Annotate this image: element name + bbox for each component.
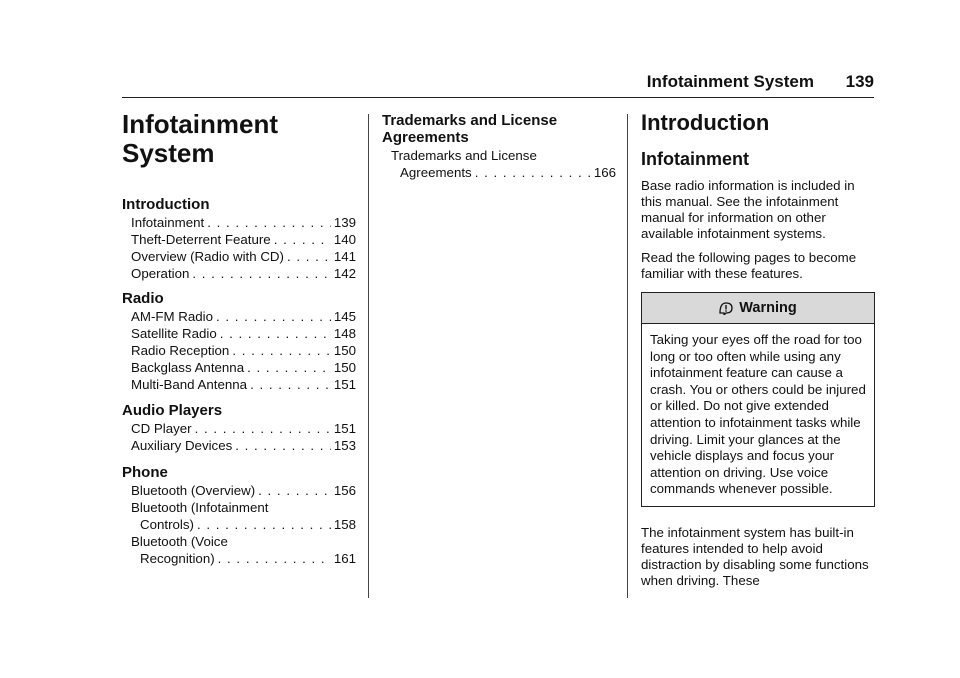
toc-leader — [235, 437, 331, 454]
toc-leader — [195, 420, 331, 437]
column-divider-2 — [627, 114, 628, 598]
warning-icon — [719, 301, 733, 315]
toc-list-audio-players — [122, 420, 356, 454]
toc-heading-trademarks-line-1: Trademarks and License — [382, 112, 558, 129]
toc-heading-radio: Radio — [122, 290, 164, 307]
running-header — [122, 72, 874, 92]
toc-entry-text: Recognition) — [140, 551, 215, 566]
toc-leader — [207, 214, 331, 231]
toc-heading-introduction: Introduction — [122, 196, 210, 213]
chapter-title — [122, 110, 356, 168]
toc-leader — [250, 376, 331, 393]
toc-entry[interactable] — [382, 147, 616, 181]
warning-text: Taking your eyes off the road for too long or too often while using any infotainment feature can cause a crash. You or others could be injured or killed. Do not give extended attention to infotainment tasks while driving. Limit your glances at the vehicle displays and focus your attention on driving. Use voice commands whenever possible. — [650, 332, 866, 497]
toc-entry-page: 145 — [333, 309, 356, 324]
toc-leader — [258, 482, 331, 499]
toc-entry-page: 166 — [593, 165, 616, 180]
toc-entry-text: Radio Reception — [131, 343, 230, 358]
paragraph-2: Read the following pages to become familiar with these features. — [641, 250, 857, 281]
toc-leader — [247, 359, 331, 376]
toc-entry-text: Controls) — [140, 517, 194, 532]
toc-column-1 — [122, 106, 356, 567]
toc-entry[interactable] — [122, 359, 356, 376]
toc-entry-text: Bluetooth (Overview) — [131, 483, 256, 498]
toc-entry[interactable] — [122, 437, 356, 454]
toc-entry-page: 141 — [333, 249, 356, 264]
toc-entry[interactable] — [122, 499, 356, 533]
toc-entry-page: 150 — [333, 360, 356, 375]
toc-list-radio — [122, 308, 356, 393]
toc-entry-page: 161 — [333, 551, 356, 566]
toc-entry-page: 151 — [333, 421, 356, 436]
warning-box — [641, 292, 875, 507]
toc-heading-phone: Phone — [122, 464, 168, 481]
toc-entry[interactable] — [122, 214, 356, 231]
paragraph-3: The infotainment system has built-in features intended to help avoid distraction by disabling some functions when driving. These — [641, 524, 869, 588]
running-header-title: Infotainment System — [646, 72, 814, 91]
toc-entry-page: 140 — [333, 232, 356, 247]
toc-entry-page: 151 — [333, 377, 356, 392]
chapter-title-line-1: Infotainment — [122, 109, 278, 139]
toc-entry[interactable] — [122, 376, 356, 393]
warning-header — [642, 293, 874, 324]
toc-entry-text: Overview (Radio with CD) — [131, 249, 284, 264]
toc-leader — [192, 265, 330, 282]
toc-entry-text: AM-FM Radio — [131, 309, 214, 324]
toc-list-phone — [122, 482, 356, 567]
toc-heading-audio-players: Audio Players — [122, 402, 223, 419]
toc-entry-text: Backglass Antenna — [131, 360, 245, 375]
toc-heading-trademarks — [382, 112, 616, 146]
toc-entry-text-line-1: Trademarks and License — [391, 148, 537, 163]
toc-entry[interactable] — [122, 248, 356, 265]
paragraph-1: Base radio information is included in this manual. See the infotainment manual for information on other available infotainment systems. — [641, 178, 855, 241]
toc-entry-text: Theft-Deterrent Feature — [131, 232, 271, 247]
toc-entry[interactable] — [122, 342, 356, 359]
toc-entry-page: 153 — [333, 438, 356, 453]
toc-entry-page: 139 — [333, 215, 356, 230]
toc-list-introduction — [122, 214, 356, 282]
toc-heading-trademarks-line-2: Agreements — [382, 129, 469, 146]
toc-list-trademarks — [382, 147, 616, 181]
page-number: 139 — [845, 72, 874, 91]
toc-entry-text: Agreements — [400, 165, 472, 180]
section-title: Introduction — [641, 110, 770, 135]
toc-leader — [475, 164, 591, 181]
toc-leader — [274, 231, 331, 248]
toc-entry[interactable] — [122, 482, 356, 499]
toc-entry-page: 150 — [333, 343, 356, 358]
subsection-title: Infotainment — [641, 149, 749, 169]
toc-leader — [220, 325, 331, 342]
toc-column-2 — [382, 106, 616, 181]
toc-leader — [218, 550, 331, 567]
content-column — [641, 106, 875, 597]
toc-entry[interactable] — [122, 265, 356, 282]
chapter-title-line-2: System — [122, 138, 215, 168]
toc-entry[interactable] — [122, 533, 356, 567]
toc-entry-text: CD Player — [131, 421, 192, 436]
header-rule — [122, 97, 874, 98]
toc-entry-text: Auxiliary Devices — [131, 438, 233, 453]
toc-entry-text-line-1: Bluetooth (Voice — [131, 534, 228, 549]
toc-entry[interactable] — [122, 231, 356, 248]
toc-leader — [232, 342, 331, 359]
toc-entry-text-line-1: Bluetooth (Infotainment — [131, 500, 269, 515]
toc-entry-page: 158 — [333, 517, 356, 532]
toc-entry-text: Satellite Radio — [131, 326, 217, 341]
toc-leader — [287, 248, 331, 265]
warning-label: Warning — [739, 300, 797, 316]
toc-entry-page: 142 — [333, 266, 356, 281]
toc-entry-text: Infotainment — [131, 215, 205, 230]
toc-entry-page: 156 — [333, 483, 356, 498]
toc-entry-page: 148 — [333, 326, 356, 341]
toc-entry-text: Operation — [131, 266, 190, 281]
toc-entry[interactable] — [122, 308, 356, 325]
toc-entry-text: Multi-Band Antenna — [131, 377, 248, 392]
toc-entry[interactable] — [122, 420, 356, 437]
toc-entry[interactable] — [122, 325, 356, 342]
toc-leader — [216, 308, 331, 325]
column-divider-1 — [368, 114, 369, 598]
toc-leader — [197, 516, 331, 533]
